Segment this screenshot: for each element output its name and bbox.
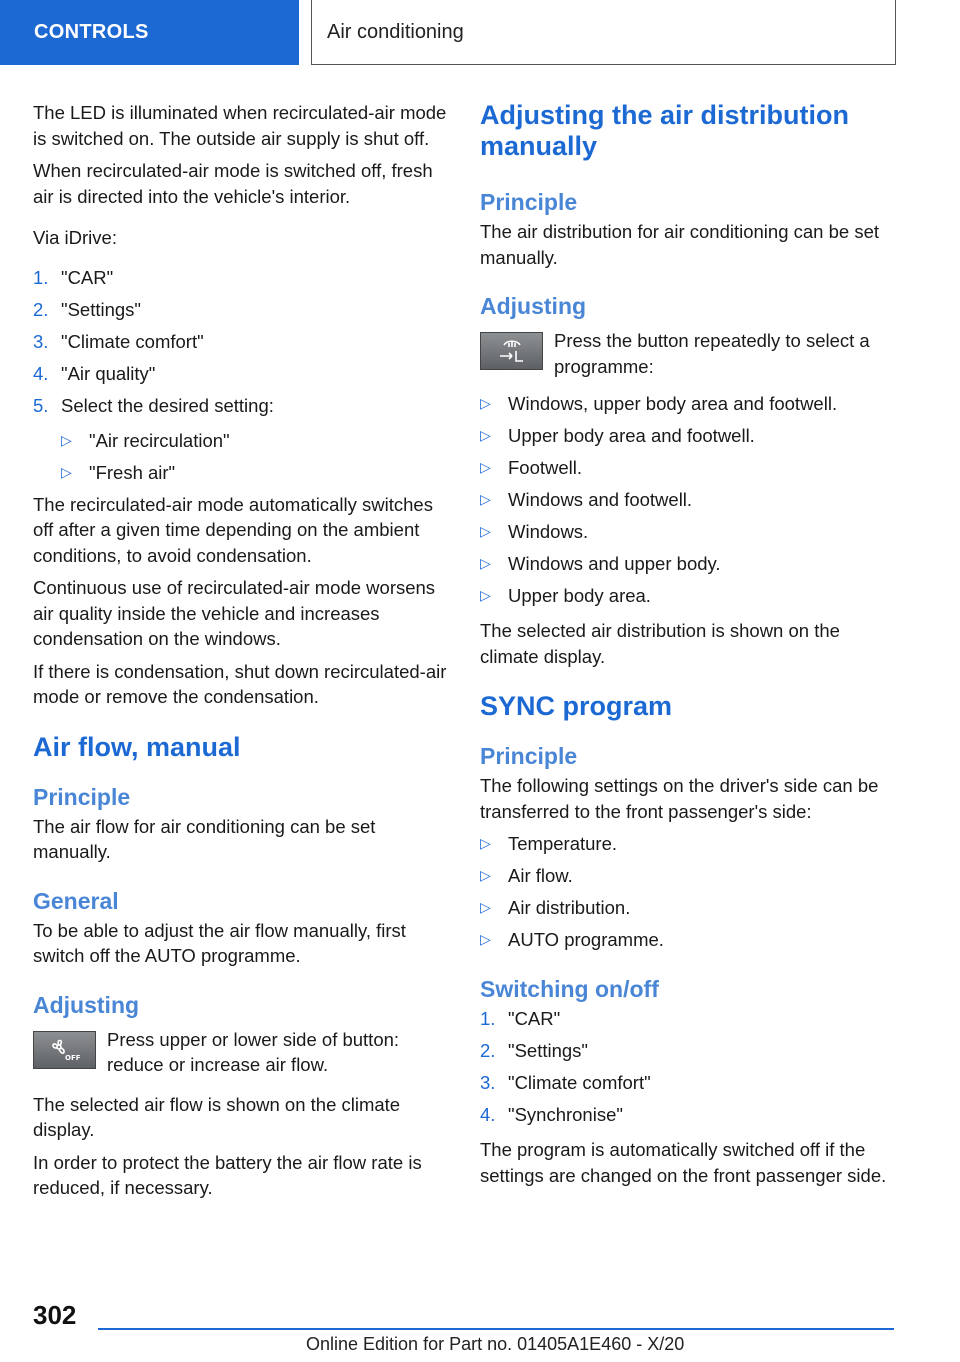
bullet-triangle-icon: ▷ (480, 867, 491, 883)
bullet-triangle-icon: ▷ (480, 835, 491, 851)
programme-text: Footwell. (508, 457, 583, 478)
programme-text: Upper body area and footwell. (508, 425, 755, 446)
list-item (480, 455, 898, 487)
heading-adjusting: Adjusting (480, 293, 587, 319)
list-item (480, 831, 898, 863)
paragraph: Via iDrive: (33, 227, 117, 248)
list-item (480, 423, 898, 455)
heading-air-flow: Air flow, manual (33, 731, 241, 762)
bullet-triangle-icon: ▷ (480, 491, 491, 507)
list-item (480, 391, 898, 423)
step-number: 1. (33, 266, 49, 288)
paragraph: The following settings on the driver's side can be transferred to the front passenger's side: (480, 775, 879, 822)
bullet-triangle-icon: ▷ (480, 427, 491, 443)
step-number: 3. (33, 330, 49, 352)
adjust-text: Press the button repeatedly to select a programme: (554, 330, 870, 377)
paragraph: The air flow for air conditioning can be set manually. (33, 815, 376, 862)
list-item (61, 460, 451, 492)
paragraph: To be able to adjust the air flow manually, first switch off the AUTO programme. (33, 919, 406, 966)
list-item (480, 863, 898, 895)
page-number: 302 (33, 1300, 77, 1330)
chapter-title: Air conditioning (327, 20, 464, 43)
setting-text: Temperature. (508, 833, 617, 854)
list-item (480, 927, 898, 959)
sync-settings-list (480, 831, 898, 959)
adjust-instruction (480, 328, 898, 379)
paragraph: The program is automatically switched off if the settings are changed on the front passenger side. (480, 1139, 887, 1186)
adjust-text: Press upper or lower side of button: reduce or increase air flow. (107, 1028, 400, 1075)
paragraph: In order to protect the battery the air flow rate is reduced, if necessary. (33, 1151, 422, 1198)
paragraph: The air distribution for air conditioning can be set manually. (480, 221, 879, 268)
svg-text:OFF: OFF (64, 1053, 81, 1062)
list-item (480, 583, 898, 615)
step-text: Select the desired setting: (61, 394, 274, 416)
list-item (480, 519, 898, 551)
step-number: 4. (33, 362, 49, 384)
programme-text: Windows. (508, 521, 589, 542)
step-number: 1. (480, 1008, 496, 1029)
list-item (61, 428, 451, 460)
heading-sync-program: SYNC program (480, 691, 673, 721)
list-item (33, 393, 451, 425)
adjust-instruction (33, 1027, 451, 1078)
bullet-triangle-icon: ▷ (480, 523, 491, 539)
paragraph: The selected air distribution is shown on the climate display. (480, 620, 840, 667)
list-item (33, 265, 451, 297)
setting-text: Air flow. (508, 865, 573, 886)
bullet-triangle-icon: ▷ (480, 931, 491, 947)
bullet-triangle-icon: ▷ (61, 431, 72, 448)
list-item (480, 1006, 898, 1038)
programme-text: Upper body area. (508, 585, 651, 606)
heading-air-distribution: Adjusting the air distribution manually (480, 100, 849, 161)
step-text: "Climate comfort" (508, 1072, 651, 1093)
step-number: 3. (480, 1072, 496, 1093)
option-text: "Fresh air" (89, 461, 176, 483)
heading-principle: Principle (480, 189, 578, 215)
step-text: "CAR" (61, 266, 114, 288)
step-text: "Synchronise" (508, 1104, 623, 1125)
step-text: "Climate comfort" (61, 330, 204, 352)
setting-text: AUTO programme. (508, 929, 664, 950)
programme-text: Windows, upper body area and footwell. (508, 393, 838, 414)
programme-text: Windows and footwell. (508, 489, 693, 510)
heading-adjusting: Adjusting (33, 991, 140, 1018)
heading-general: General (33, 887, 119, 914)
heading-switching: Switching on/off (480, 976, 659, 1002)
bullet-triangle-icon: ▷ (480, 395, 491, 411)
paragraph: When recirculated-air mode is switched off, fresh air is directed into the vehicle's interior. (33, 160, 433, 207)
list-item (33, 329, 451, 361)
list-item (33, 297, 451, 329)
list-item (480, 1070, 898, 1102)
list-item (480, 1102, 898, 1134)
step-text: "Air quality" (61, 362, 156, 384)
paragraph: The recirculated-air mode automatically switches off after a given time depending on the ambient conditions, to avoid condensation. (33, 493, 433, 566)
list-item (33, 361, 451, 393)
paragraph: If there is condensation, shut down recirculated-air mode or remove the condensation. (33, 660, 447, 707)
paragraph: The selected air flow is shown on the climate display. (33, 1093, 401, 1140)
bullet-triangle-icon: ▷ (480, 587, 491, 603)
step-text: "Settings" (508, 1040, 588, 1061)
footer-divider (98, 1328, 894, 1330)
setting-text: Air distribution. (508, 897, 631, 918)
bullet-triangle-icon: ▷ (480, 459, 491, 475)
list-item (480, 895, 898, 927)
footer-edition: Online Edition for Part no. 01405A1E460 - X/20 (306, 1334, 685, 1354)
step-number: 5. (33, 394, 49, 416)
bullet-triangle-icon: ▷ (480, 899, 491, 915)
setting-options (33, 428, 451, 492)
chapter-header (311, 0, 896, 65)
idrive-steps (33, 265, 451, 425)
sync-steps (480, 1006, 898, 1134)
step-text: "Settings" (61, 298, 141, 320)
heading-principle: Principle (480, 743, 578, 769)
list-item (480, 551, 898, 583)
paragraph: Continuous use of recirculated-air mode worsens air quality inside the vehicle and increases condensation on the windows. (33, 577, 436, 649)
option-text: "Air recirculation" (89, 429, 230, 451)
programme-list (480, 391, 898, 615)
section-tab (0, 0, 299, 65)
right-column (480, 100, 898, 1195)
heading-principle: Principle (33, 783, 131, 810)
left-column (33, 100, 451, 1208)
step-text: "CAR" (508, 1008, 561, 1029)
paragraph: The LED is illuminated when recirculated-air mode is switched on. The outside air supply is shut off. (33, 102, 447, 149)
step-number: 2. (33, 298, 49, 320)
air-distribution-button-icon (480, 332, 543, 370)
step-number: 4. (480, 1104, 496, 1125)
list-item (480, 487, 898, 519)
bullet-triangle-icon: ▷ (61, 463, 72, 480)
section-label: CONTROLS (34, 21, 149, 43)
fan-off-button-icon (33, 1031, 96, 1069)
bullet-triangle-icon: ▷ (480, 555, 491, 571)
step-number: 2. (480, 1040, 496, 1061)
list-item (480, 1038, 898, 1070)
programme-text: Windows and upper body. (508, 553, 721, 574)
